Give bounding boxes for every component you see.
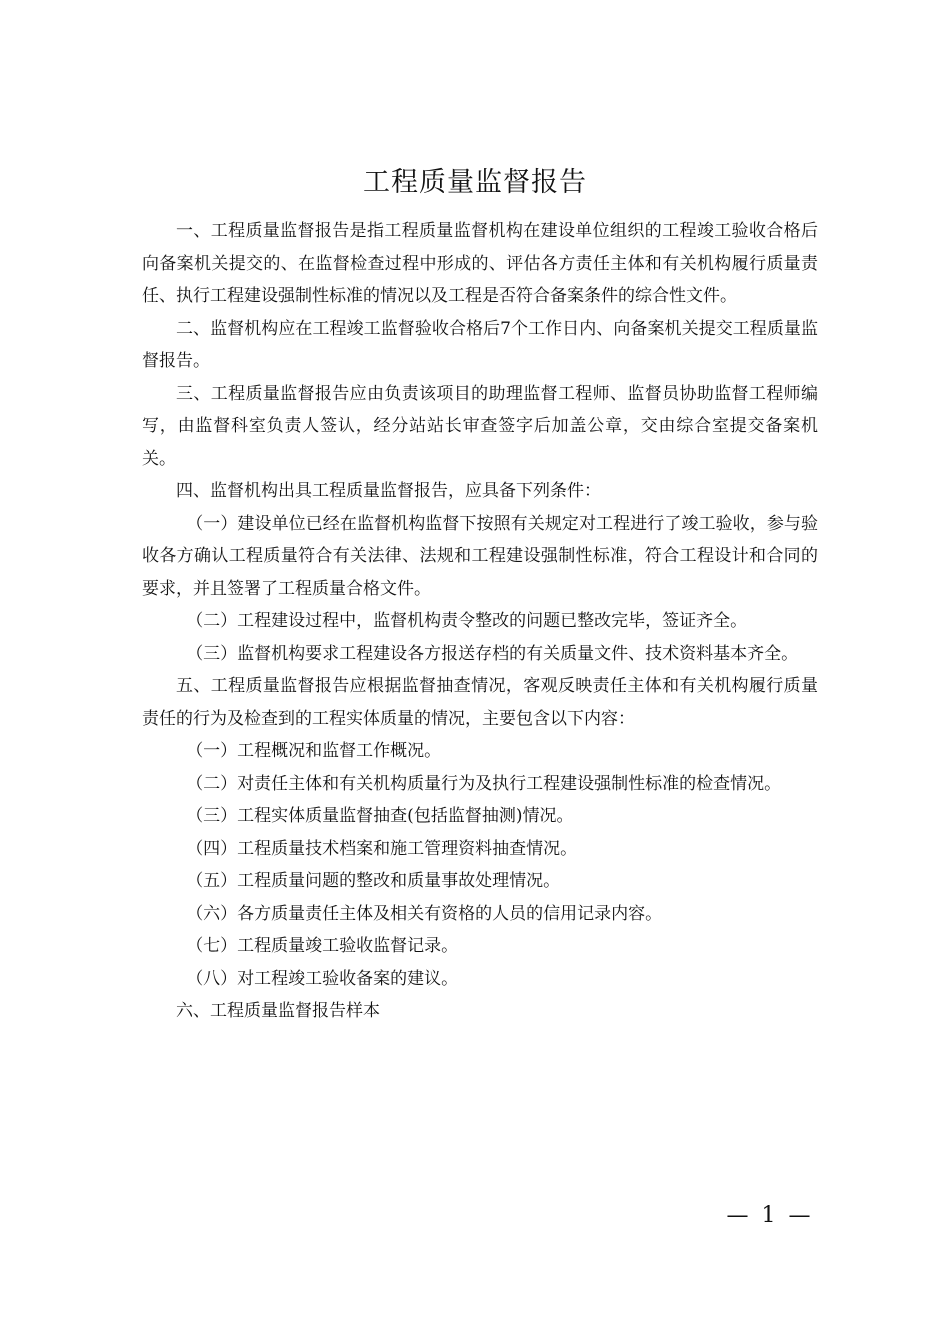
content-item-3: （三）工程实体质量监督抽查(包括监督抽测)情况。	[186, 806, 574, 826]
content-item-4: （四）工程质量技术档案和施工管理资料抽查情况。	[186, 838, 578, 859]
content-item-5: （五）工程质量问题的整改和质量事故处理情况。	[186, 871, 561, 891]
document-body	[142, 215, 818, 1028]
content-item-1: （一）工程概况和监督工作概况。	[186, 741, 442, 761]
condition-item-2: （二）工程建设过程中，监督机构责令整改的问题已整改完毕，签证齐全。	[186, 611, 748, 631]
page-number: — 1 —	[726, 1203, 814, 1228]
content-item-7: （七）工程质量竣工验收监督记录。	[186, 936, 459, 956]
paragraph-conditions-heading: 四、监督机构出具工程质量监督报告，应具备下列条件：	[176, 481, 601, 501]
paragraph-deadline: 二、监督机构应在工程竣工监督验收合格后7个工作日内、向备案机关提交工程质量监督报告。	[142, 318, 818, 371]
condition-item-3: （三）监督机构要求工程建设各方报送存档的有关质量文件、技术资料基本齐全。	[186, 643, 799, 664]
paragraph-definition: 一、工程质量监督报告是指工程质量监督机构在建设单位组织的工程竣工验收合格后向备案机关提交的、在监督检查过程中形成的、评估各方责任主体和有关机构履行质量责任、执行工程建设强制性标准的情况以及工程是否符合备案条件的综合性文件。	[142, 221, 818, 306]
content-item-8: （八）对工程竣工验收备案的建议。	[186, 968, 459, 989]
content-item-2: （二）对责任主体和有关机构质量行为及执行工程建设强制性标准的检查情况。	[186, 773, 782, 794]
paragraph-sample-heading: 六、工程质量监督报告样本	[176, 1001, 380, 1021]
condition-item-1: （一）建设单位已经在监督机构监督下按照有关规定对工程进行了竣工验收，参与验收各方确认工程质量符合有关法律、法规和工程建设强制性标准，符合工程设计和合同的要求，并且签署了工程质量合格文件。	[142, 513, 818, 599]
paragraph-contents-heading: 五、工程质量监督报告应根据监督抽查情况，客观反映责任主体和有关机构履行质量责任的行为及检查到的工程实体质量的情况，主要包含以下内容：	[142, 676, 818, 729]
content-item-6: （六）各方质量责任主体及相关有资格的人员的信用记录内容。	[186, 903, 663, 924]
document-title: 工程质量监督报告	[363, 167, 587, 198]
paragraph-authoring: 三、工程质量监督报告应由负责该项目的助理监督工程师、监督员协助监督工程师编写，由监督科室负责人签认，经分站站长审查签字后加盖公章，交由综合室提交备案机关。	[142, 383, 818, 469]
